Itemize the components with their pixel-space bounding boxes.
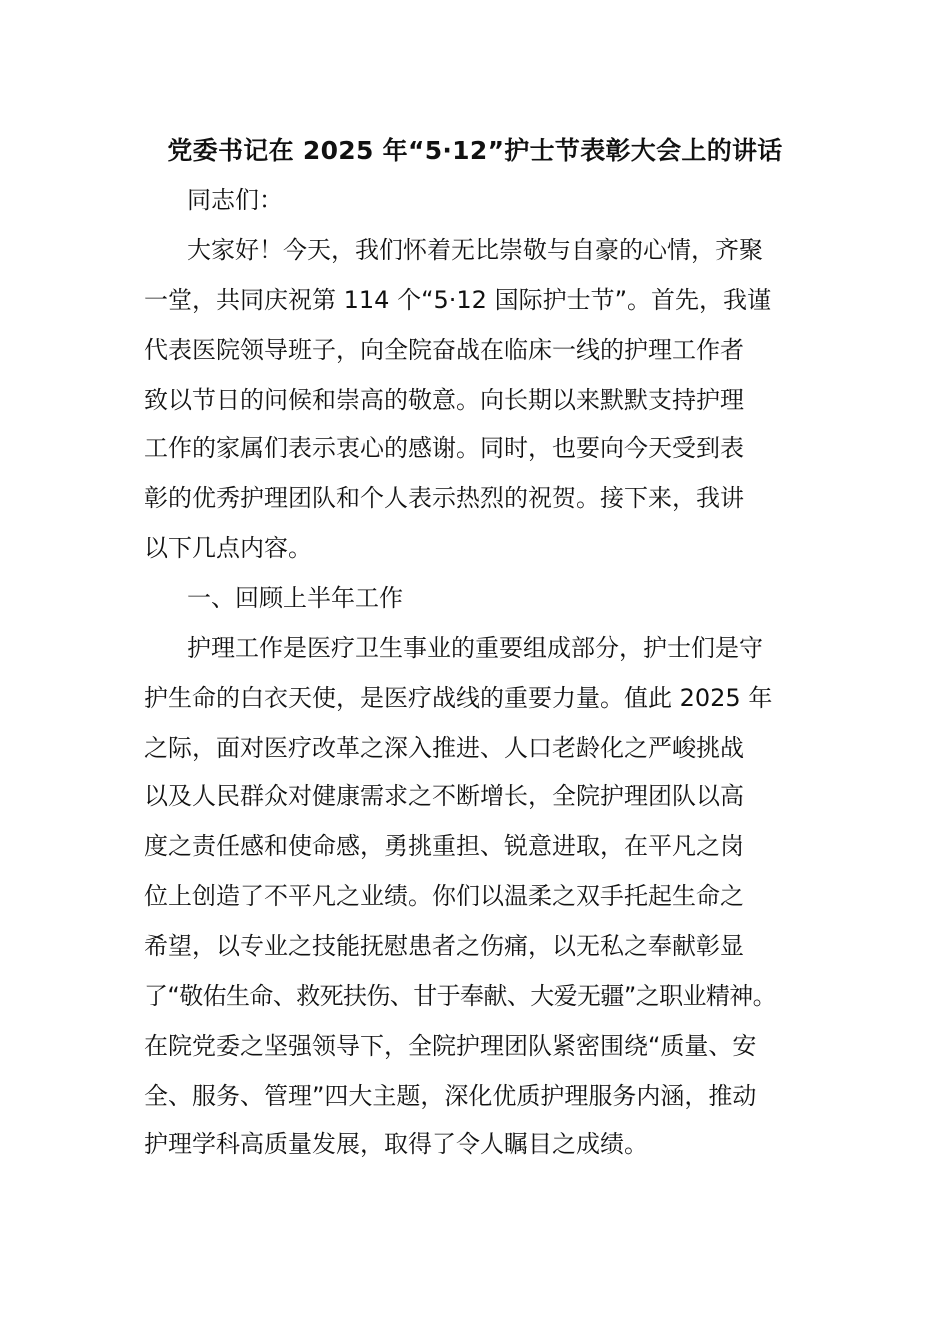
paragraph-line: 全、服务、管理”四大主题，深化优质护理服务内涵，推动 <box>144 1082 757 1110</box>
paragraph-line: 护理工作是医疗卫生事业的重要组成部分，护士们是守 <box>187 634 763 662</box>
paragraph-line: 彰的优秀护理团队和个人表示热烈的祝贺。接下来，我讲 <box>144 484 744 512</box>
paragraph-line: 希望，以专业之技能抚慰患者之伤痛，以无私之奉献彰显 <box>144 932 744 960</box>
paragraph-line: 在院党委之坚强领导下，全院护理团队紧密围绕“质量、安 <box>144 1032 757 1060</box>
paragraph-line: 一堂，共同庆祝第 114 个“5·12 国际护士节”。首先，我谨 <box>144 286 771 314</box>
paragraph-line: 以及人民群众对健康需求之不断增长，全院护理团队以高 <box>144 782 744 810</box>
speech-title: 党委书记在 2025 年“5·12”护士节表彰大会上的讲话 <box>167 136 783 165</box>
paragraph-line: 大家好！今天，我们怀着无比崇敬与自豪的心情，齐聚 <box>187 236 763 264</box>
paragraph-line: 代表医院领导班子，向全院奋战在临床一线的护理工作者 <box>144 336 744 364</box>
paragraph-line: 了“敬佑生命、救死扶伤、甘于奉献、大爱无疆”之职业精神。 <box>144 982 777 1010</box>
section-heading: 一、回顾上半年工作 <box>187 584 403 612</box>
paragraph-line: 致以节日的问候和崇高的敬意。向长期以来默默支持护理 <box>144 386 744 414</box>
paragraph-line: 之际，面对医疗改革之深入推进、人口老龄化之严峻挑战 <box>144 734 744 762</box>
paragraph-line: 度之责任感和使命感，勇挑重担、锐意进取，在平凡之岗 <box>144 832 744 860</box>
paragraph-line: 工作的家属们表示衷心的感谢。同时，也要向今天受到表 <box>144 434 744 462</box>
salutation: 同志们： <box>187 186 283 214</box>
paragraph-line: 位上创造了不平凡之业绩。你们以温柔之双手托起生命之 <box>144 882 744 910</box>
paragraph-line: 护理学科高质量发展，取得了令人瞩目之成绩。 <box>144 1130 648 1158</box>
paragraph-line: 以下几点内容。 <box>144 534 312 562</box>
paragraph-line: 护生命的白衣天使，是医疗战线的重要力量。值此 2025 年 <box>144 684 773 712</box>
